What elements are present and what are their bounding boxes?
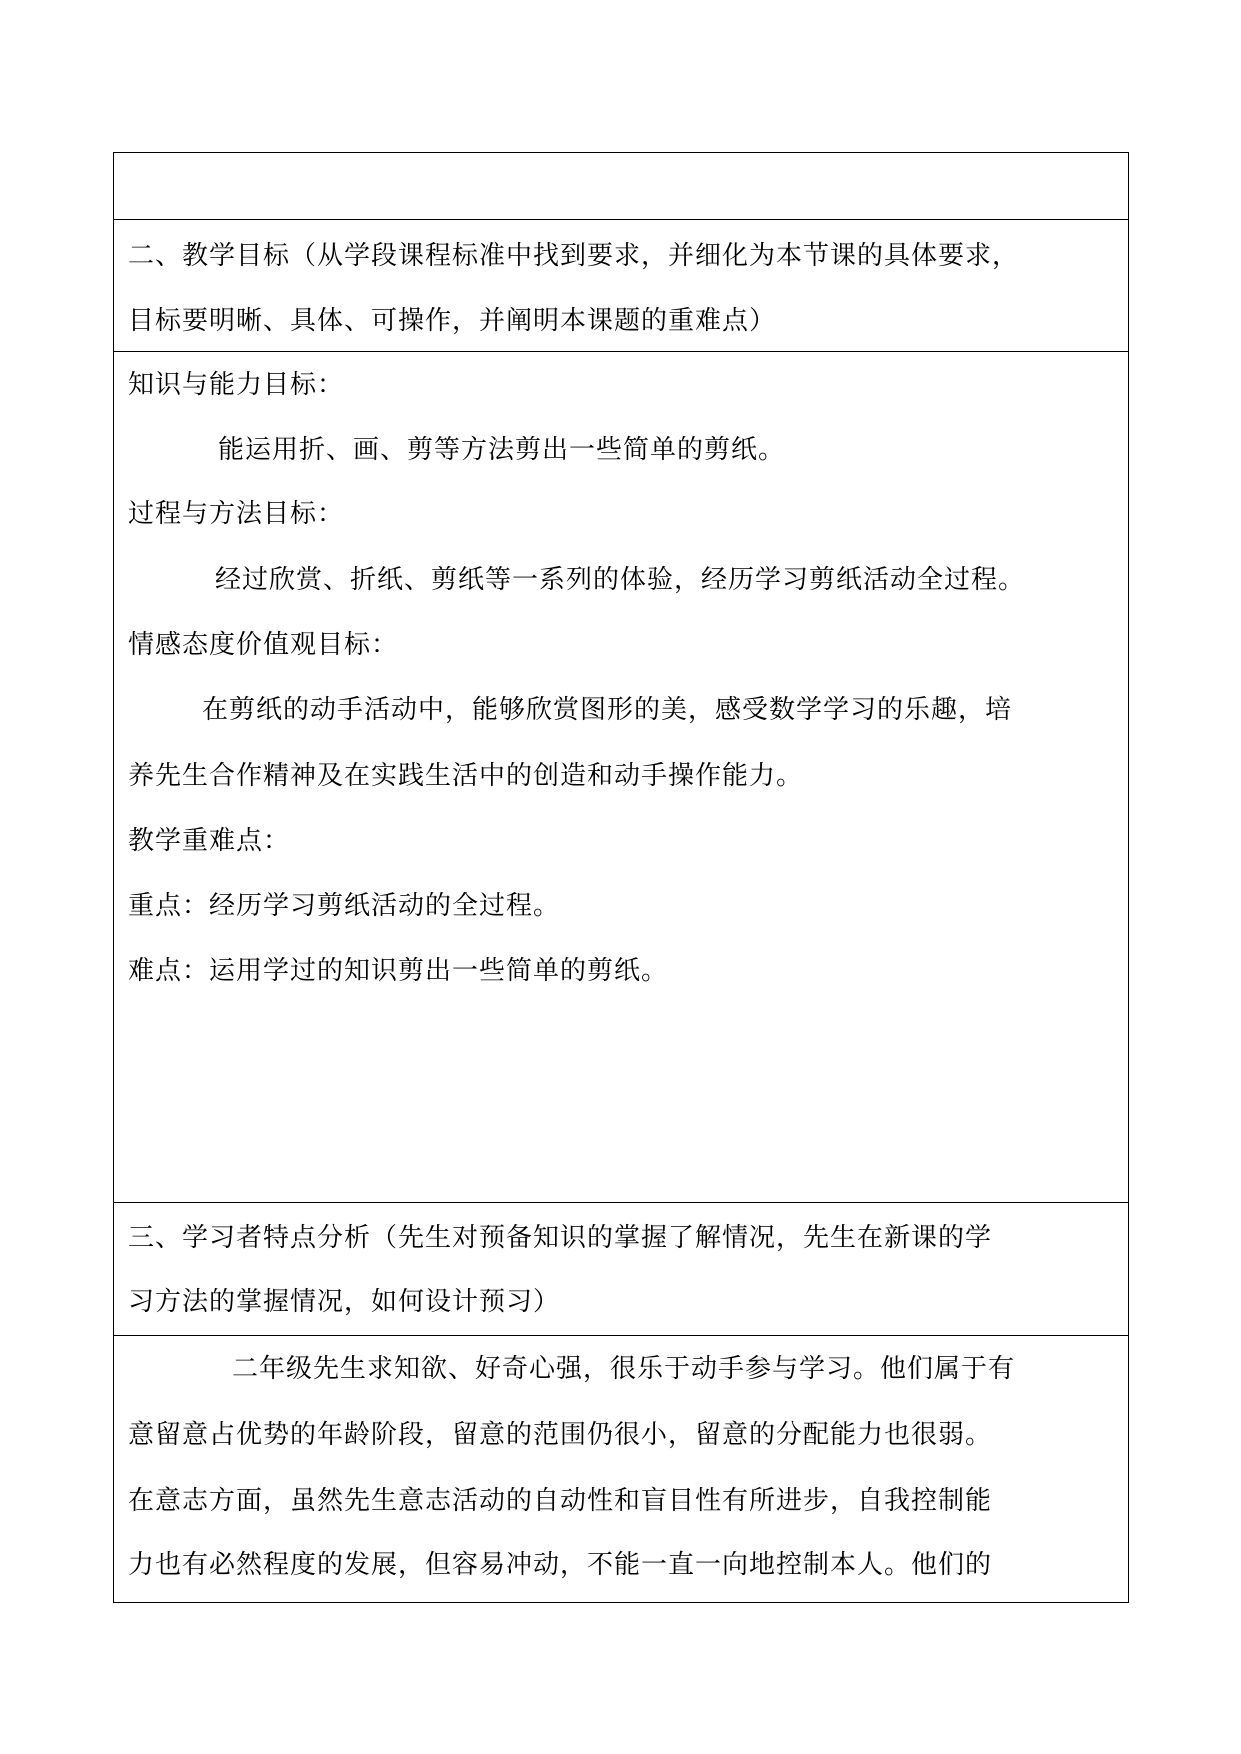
section-3-heading-line-1: 三、学习者特点分析（先生对预备知识的掌握了解情况，先生在新课的学	[128, 1223, 993, 1253]
emotion-objective-text-line-2: 养先生合作精神及在实践生活中的创造和动手操作能力。	[128, 761, 804, 791]
emotion-objective-text-line-1: 在剪纸的动手活动中，能够欣赏图形的美，感受数学学习的乐趣，培	[202, 695, 1013, 725]
key-difficulty-title: 教学重难点：	[128, 826, 291, 856]
lesson-plan-table	[113, 152, 1129, 1603]
emotion-objective-title: 情感态度价值观目标：	[128, 630, 399, 660]
learner-analysis-row	[114, 1335, 1128, 1602]
process-objective-text: 经过欣赏、折纸、剪纸等一系列的体验，经历学习剪纸活动全过程。	[215, 565, 1026, 595]
analysis-line-1: 二年级先生求知欲、好奇心强，很乐于动手参与学习。他们属于有	[232, 1354, 1016, 1384]
section-3-heading-row	[114, 1202, 1128, 1335]
analysis-line-3: 在意志方面，虽然先生意志活动的自动性和盲目性有所进步，自我控制能	[128, 1486, 993, 1516]
knowledge-objective-text: 能运用折、画、剪等方法剪出一些简单的剪纸。	[218, 435, 786, 465]
section-2-heading-row	[114, 219, 1128, 351]
section-2-heading-line-1: 二、教学目标（从学段课程标准中找到要求，并细化为本节课的具体要求，	[128, 241, 1020, 271]
difficult-point-text: 难点：运用学过的知识剪出一些简单的剪纸。	[128, 956, 669, 986]
section-3-heading-line-2: 习方法的掌握情况，如何设计预习）	[128, 1287, 561, 1317]
section-2-heading-line-2: 目标要明晰、具体、可操作，并阐明本课题的重难点）	[128, 306, 777, 336]
empty-top-row	[114, 153, 1128, 219]
key-point-text: 重点：经历学习剪纸活动的全过程。	[128, 891, 561, 921]
analysis-line-2: 意留意占优势的年龄阶段，留意的范围仍很小，留意的分配能力也很弱。	[128, 1420, 993, 1450]
objectives-row	[114, 351, 1128, 1202]
process-objective-title: 过程与方法目标：	[128, 499, 345, 529]
knowledge-objective-title: 知识与能力目标：	[128, 370, 345, 400]
analysis-line-4: 力也有必然程度的发展，但容易冲动，不能一直一向地控制本人。他们的	[128, 1550, 993, 1580]
